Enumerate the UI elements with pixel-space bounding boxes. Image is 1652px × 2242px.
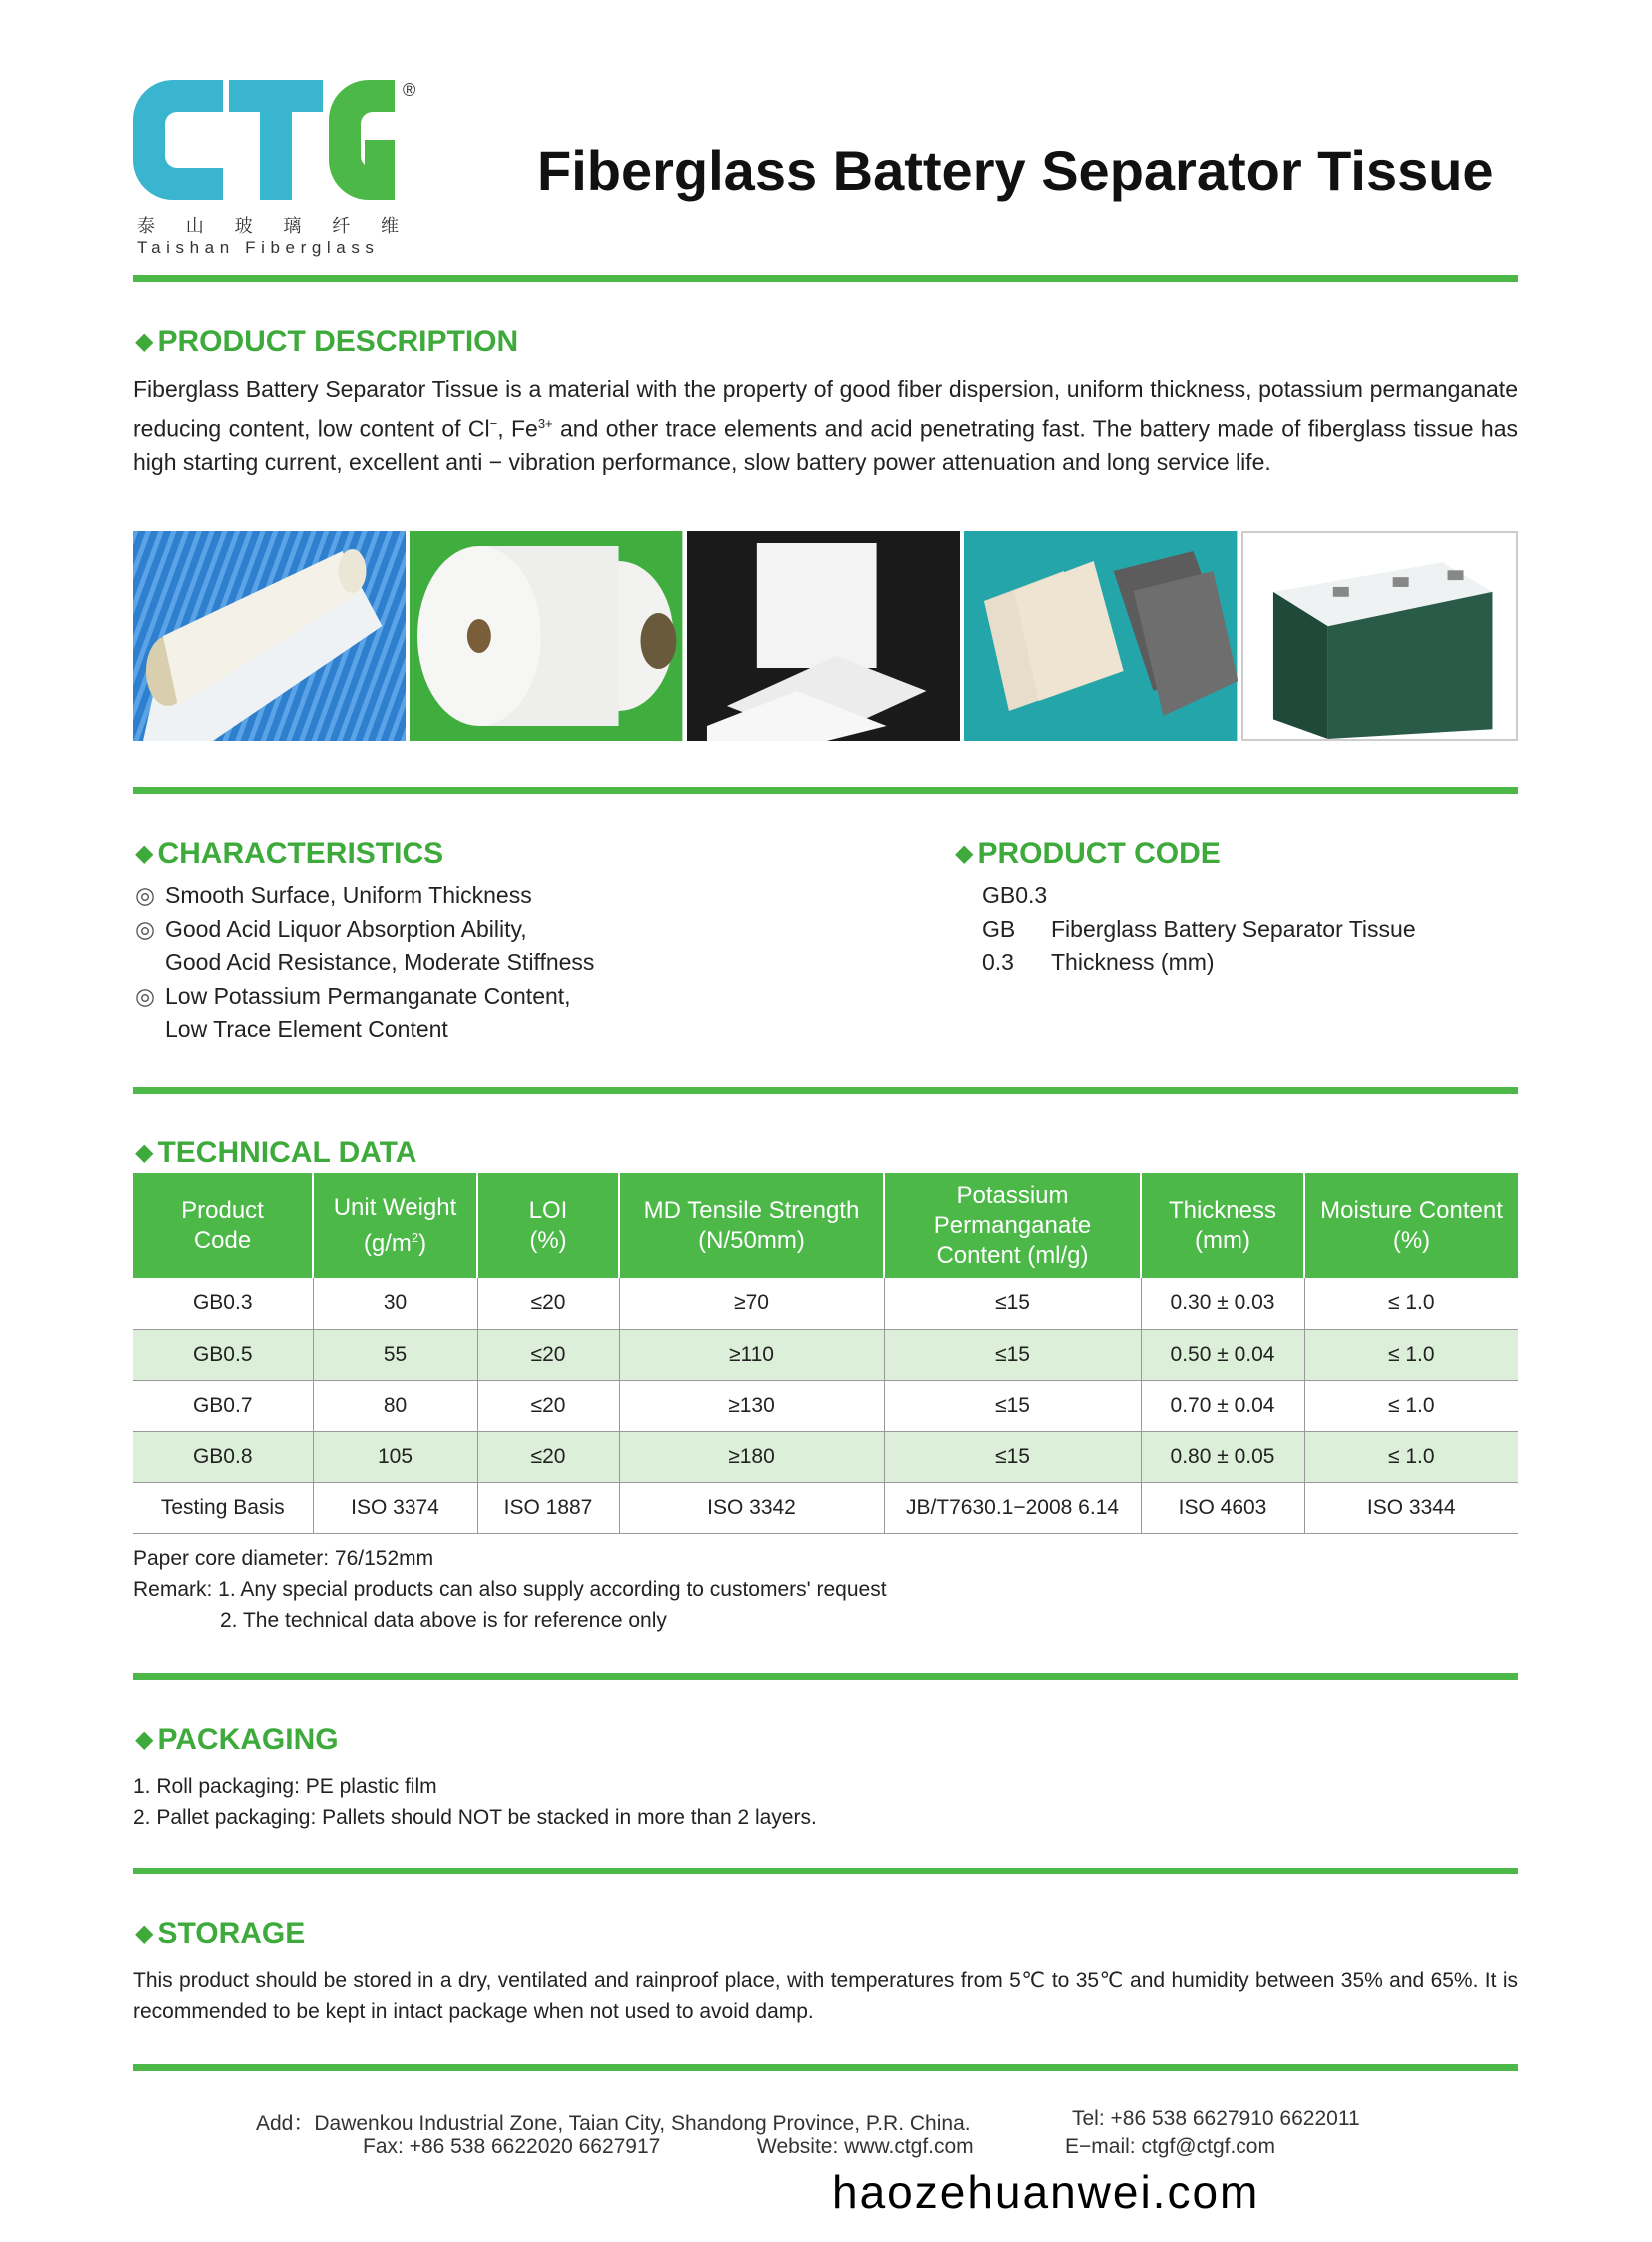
document-title: Fiberglass Battery Separator Tissue	[537, 139, 1494, 202]
technical-notes	[133, 1543, 1518, 1636]
table-cell: ≥110	[619, 1329, 884, 1380]
table-cell: 55	[313, 1329, 477, 1380]
table-cell: ISO 1887	[477, 1482, 619, 1533]
technical-data-table	[133, 1173, 1518, 1534]
table-cell: ≤ 1.0	[1304, 1329, 1518, 1380]
diamond-bullet-icon: ◆	[135, 1139, 154, 1166]
table-row	[133, 1380, 1518, 1431]
diamond-bullet-icon: ◆	[135, 328, 154, 355]
diamond-bullet-icon: ◆	[135, 840, 154, 867]
watermark: haozehuanwei.com	[832, 2166, 1260, 2218]
product-code-block	[982, 879, 1416, 980]
column-header: MD Tensile Strength (N/50mm)	[619, 1173, 884, 1278]
column-header: Moisture Content (%)	[1304, 1173, 1518, 1278]
logo-cn-char: 璃	[283, 216, 302, 237]
table-row	[133, 1431, 1518, 1482]
storage-paragraph: This product should be stored in a dry, ventilated and rainproof place, with temperatures from 5℃ to 35℃ and humidity between 35% and 65%. It is recommended to be kept in intact package when not used to avoid damp.	[133, 1969, 1518, 2023]
table-cell: ISO 3374	[313, 1482, 477, 1533]
footer-address: Add：Dawenkou Industrial Zone, Taian City, Shandong Province, P.R. China.	[256, 2112, 971, 2135]
photo-large-rolls-on-green	[410, 531, 682, 741]
table-cell: ≤15	[884, 1278, 1141, 1329]
table-cell: ≤20	[477, 1431, 619, 1482]
table-cell: ≤20	[477, 1329, 619, 1380]
table-cell: ≤15	[884, 1431, 1141, 1482]
logo-cn-char: 玻	[234, 216, 253, 237]
section-title-storage: ◆ STORAGE	[135, 1917, 306, 1950]
logo-cn-char: 山	[185, 216, 204, 237]
table-cell: ISO 4603	[1141, 1482, 1304, 1533]
table-cell: ≤15	[884, 1329, 1141, 1380]
table-cell: Testing Basis	[133, 1482, 313, 1533]
logo-english-name: Taishan Fiberglass	[137, 238, 380, 257]
section-title-product-code: ◆ PRODUCT CODE	[955, 837, 1221, 870]
section-title-technical-data: ◆ TECHNICAL DATA	[135, 1136, 417, 1169]
table-cell: ≤20	[477, 1380, 619, 1431]
table-cell: 0.80 ± 0.05	[1141, 1431, 1304, 1482]
section-divider	[133, 2064, 1518, 2071]
column-header: Product Code	[133, 1173, 313, 1278]
table-cell: GB0.7	[133, 1380, 313, 1431]
table-cell: 0.30 ± 0.03	[1141, 1278, 1304, 1329]
footer-tel: Tel: +86 538 6627910 6622011	[1072, 2107, 1360, 2130]
photo-roll-on-blue-mat	[133, 531, 406, 741]
table-cell: ≤15	[884, 1380, 1141, 1431]
characteristics-list	[135, 879, 594, 1047]
section-title-description: ◆ PRODUCT DESCRIPTION	[135, 325, 519, 358]
table-row	[133, 1482, 1518, 1533]
table-cell: ≥130	[619, 1380, 884, 1431]
table-cell: 0.50 ± 0.04	[1141, 1329, 1304, 1380]
ctg-logo-mark-icon	[133, 80, 422, 200]
code-row: GB Fiberglass Battery Separator Tissue	[982, 915, 1416, 942]
table-cell: ≤20	[477, 1278, 619, 1329]
column-header: LOI (%)	[477, 1173, 619, 1278]
table-cell: ≤ 1.0	[1304, 1380, 1518, 1431]
footer-website: Website: www.ctgf.com	[757, 2135, 974, 2158]
table-cell: ≥70	[619, 1278, 884, 1329]
circle-bullet-icon: ◎	[135, 915, 156, 942]
registered-mark: ®	[403, 80, 416, 100]
column-header: Thickness (mm)	[1141, 1173, 1304, 1278]
diamond-bullet-icon: ◆	[135, 1726, 154, 1753]
list-item: 1. Roll packaging: PE plastic film	[133, 1775, 437, 1798]
table-cell: 0.70 ± 0.04	[1141, 1380, 1304, 1431]
table-row	[133, 1278, 1518, 1329]
section-divider	[133, 1087, 1518, 1094]
diamond-bullet-icon: ◆	[955, 840, 974, 867]
remark-note-1: Remark: 1. Any special products can also supply according to customers' request	[133, 1578, 887, 1601]
logo-cn-char: 纤	[332, 216, 351, 237]
table-row	[133, 1329, 1518, 1380]
table-cell: ≥180	[619, 1431, 884, 1482]
footer-fax: Fax: +86 538 6622020 6627917	[363, 2135, 661, 2158]
list-item: ◎ Low Potassium Permanganate Content, Low Trace Element Content	[135, 980, 594, 1047]
table-cell: ISO 3342	[619, 1482, 884, 1533]
table-header-row	[133, 1173, 1518, 1278]
section-divider	[133, 275, 1518, 282]
circle-bullet-icon: ◎	[135, 882, 156, 908]
column-header: Unit Weight $(g/m^2)$	[313, 1173, 477, 1278]
table-cell: GB0.8	[133, 1431, 313, 1482]
product-code-example: GB0.3	[982, 882, 1048, 908]
ctg-logo	[133, 80, 432, 260]
logo-chinese-name	[137, 212, 399, 238]
remark-note-2: 2. The technical data above is for reference only	[220, 1609, 667, 1632]
description-paragraph: Fiberglass Battery Separator Tissue is a material with the property of good fiber dispersion, uniform thickness, potassium permanganate reducing content, low content of Cl−, $Fe^{3+}$ and other trace elements and acid penetrating fast. The battery made of fiberglass tissue has high starting current, excellent anti − vibration performance, slow battery power attenuation and long service life.	[133, 376, 1519, 475]
list-item: 2. Pallet packaging: Pallets should NOT be stacked in more than 2 layers.	[133, 1806, 817, 1829]
table-cell: ISO 3344	[1304, 1482, 1518, 1533]
photo-separators-on-teal	[964, 531, 1237, 741]
list-item: ◎ Smooth Surface, Uniform Thickness	[135, 879, 594, 913]
section-title-characteristics: ◆ CHARACTERISTICS	[135, 837, 444, 870]
logo-cn-char: 泰	[137, 216, 155, 237]
table-cell: 30	[313, 1278, 477, 1329]
table-cell: GB0.5	[133, 1329, 313, 1380]
photo-sheets-on-black	[687, 531, 960, 741]
list-item: ◎ Good Acid Liquor Absorption Ability, Good Acid Resistance, Moderate Stiffness	[135, 913, 594, 980]
table-cell: 105	[313, 1431, 477, 1482]
packaging-list	[133, 1771, 1518, 1833]
diamond-bullet-icon: ◆	[135, 1920, 154, 1947]
table-cell: JB/T7630.1−2008 6.14	[884, 1482, 1141, 1533]
table-cell: 80	[313, 1380, 477, 1431]
table-cell: GB0.3	[133, 1278, 313, 1329]
section-divider	[133, 1868, 1518, 1874]
logo-cn-char: 维	[380, 216, 399, 237]
table-cell: ≤ 1.0	[1304, 1431, 1518, 1482]
table-cell: ≤ 1.0	[1304, 1278, 1518, 1329]
code-row: 0.3 Thickness (mm)	[982, 949, 1215, 975]
core-diameter-note: Paper core diameter: 76/152mm	[133, 1547, 434, 1570]
photo-battery	[1241, 531, 1518, 741]
product-photo-strip	[133, 531, 1518, 741]
column-header: Potassium Permanganate Content (ml/g)	[884, 1173, 1141, 1278]
section-divider	[133, 787, 1518, 794]
section-divider	[133, 1673, 1518, 1680]
footer-email: E−mail: ctgf@ctgf.com	[1065, 2135, 1275, 2158]
section-title-packaging: ◆ PACKAGING	[135, 1723, 339, 1756]
circle-bullet-icon: ◎	[135, 982, 156, 1009]
